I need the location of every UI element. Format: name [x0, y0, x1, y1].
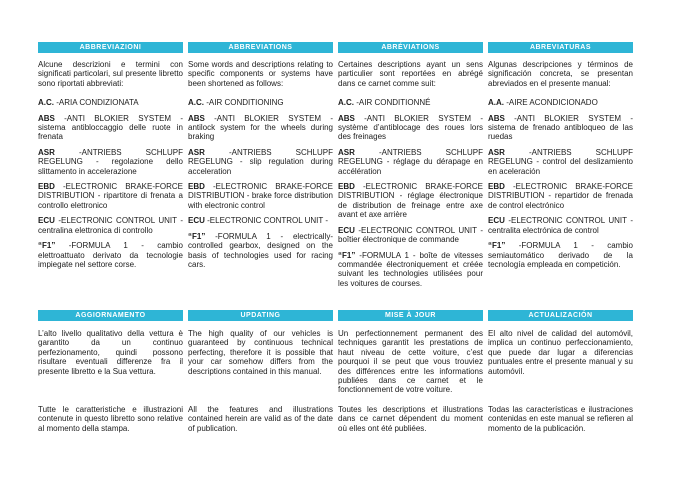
abbreviations-intro: Alcune descrizioni e termini con significati particolari, sul presente libretto sono riportati abbreviati: — [38, 60, 183, 88]
abbreviation-term: ABS — [488, 113, 505, 123]
abbreviation-entry — [188, 114, 333, 142]
abbreviation-term: A.A. — [488, 98, 504, 108]
abbreviation-entry — [488, 241, 633, 269]
abbreviation-entry — [338, 251, 483, 289]
abbreviations-intro: Algunas descripciones y términos de significación concreta, se presentan abreviados en el presente manual: — [488, 60, 633, 88]
section-title: ABREVIATURAS — [529, 44, 592, 51]
abbreviations-header — [188, 42, 333, 53]
abbreviation-term: EBD — [338, 182, 355, 192]
abbreviation-term: ABS — [188, 113, 205, 123]
column-english — [188, 42, 333, 433]
abbreviation-definition: -ANTRIEBS SCHLUPF REGELUNG - slip regulation during acceleration — [188, 147, 333, 176]
abbreviation-term: “F1” — [38, 241, 56, 251]
abbreviation-term: ASR — [488, 147, 505, 157]
section-title: ABBREVIATIONS — [228, 44, 293, 51]
abbreviation-entry — [38, 98, 183, 107]
abbreviation-entry — [38, 114, 183, 142]
updating-paragraph: Todas las características e ilustraciones contenidas en este manual se refieren al momento de la publicación. — [488, 405, 633, 433]
abbreviations-header — [338, 42, 483, 53]
abbreviations-section — [188, 53, 333, 310]
abbreviation-definition: -ANTI BLOKIER SYSTEM - système d’antiblocage des roues lors des freinages — [338, 113, 483, 142]
abbreviation-entry — [38, 182, 183, 210]
abbreviation-definition: -ANTI BLOKIER SYSTEM - sistema de frenado antibloqueo de las ruedas — [488, 113, 633, 142]
abbreviations-header — [488, 42, 633, 53]
updating-header — [188, 310, 333, 321]
abbreviation-term: A.C. — [338, 98, 354, 108]
abbreviation-definition: -ELECTRONIC BRAKE-FORCE DISTRIBUTION - repartidor de frenada de control electrónico — [488, 182, 633, 210]
abbreviations-section — [338, 53, 483, 310]
abbreviations-intro: Certaines descriptions ayant un sens particulier sont reportées en abrégé dans ce carnet comme suit: — [338, 60, 483, 88]
abbreviations-intro: Some words and descriptions relating to specific components or systems have been shortened as follows: — [188, 60, 333, 88]
abbreviation-entry — [188, 232, 333, 270]
updating-paragraph: Un perfectionnement permanent des techniques garantit les prestations de haut niveau de cette voiture, c’est pourquoi il se peut que vous trouviez des différences entre les informations publiées dans ce carnet et le fonctionnement de votre voiture. — [338, 329, 483, 395]
abbreviation-entry — [38, 241, 183, 269]
section-title: AGGIORNAMENTO — [75, 312, 146, 319]
abbreviation-entry — [338, 148, 483, 176]
updating-paragraph: The high quality of our vehicles is guaranteed by continuous technical perfecting, therefore it is possible that your car somehow differs from the descriptions contained in this manual. — [188, 329, 333, 376]
abbreviation-entry — [38, 216, 183, 235]
abbreviation-definition: -ELECTRONIC BRAKE-FORCE DISTRIBUTION - ripartitore di frenata a controllo elettronico — [38, 182, 183, 210]
updating-header — [488, 310, 633, 321]
updating-header — [38, 310, 183, 321]
abbreviation-entry — [488, 182, 633, 210]
column-french — [338, 42, 483, 433]
abbreviation-term: ASR — [188, 147, 205, 157]
abbreviation-definition: -AIR CONDITIONING — [206, 98, 284, 108]
abbreviation-definition: -ELECTRONIC BRAKE-FORCE DISTRIBUTION - réglage électronique de distribution de freinage entre axe avant et axe arrière — [338, 182, 483, 220]
abbreviation-definition: -AIRE ACONDICIONADO — [506, 98, 598, 108]
abbreviation-definition: -ELECTRONIC CONTROL UNIT - boîtier électronique de commande — [338, 225, 483, 245]
abbreviations-section — [38, 53, 183, 310]
updating-section — [488, 329, 633, 433]
column-italian — [38, 42, 183, 433]
updating-header — [338, 310, 483, 321]
abbreviation-definition: -ELECTRONIC BRAKE-FORCE DISTRIBUTION - brake force distribution with electronic control — [188, 182, 333, 210]
abbreviation-definition: -FORMULA 1 - electrically-controlled gearbox, designed on the basis of technologies used for racing cars. — [188, 231, 333, 269]
abbreviation-entry — [488, 148, 633, 176]
updating-paragraph: L’alto livello qualitativo della vettura è garantito da un continuo perfezionamento, quindi possono risultare eventuali differenze fra il presente libretto e la Sua vettura. — [38, 329, 183, 376]
updating-section — [188, 329, 333, 433]
abbreviation-term: ECU — [488, 216, 505, 226]
abbreviation-definition: -ANTRIEBS SCHLUPF REGELUNG - control del deslizamiento en aceleración — [488, 147, 633, 176]
abbreviation-term: ECU — [338, 225, 355, 235]
abbreviation-entry — [38, 148, 183, 176]
abbreviation-definition: -ANTI BLOKIER SYSTEM - sistema antibloccaggio delle ruote in frenata — [38, 113, 183, 142]
abbreviation-term: “F1” — [188, 231, 206, 241]
updating-section — [338, 329, 483, 433]
abbreviation-definition: -AIR CONDITIONNÉ — [356, 98, 431, 108]
abbreviation-term: ABS — [38, 113, 55, 123]
abbreviation-entry — [488, 216, 633, 235]
abbreviation-entry — [338, 226, 483, 245]
column-spanish — [488, 42, 633, 433]
abbreviation-term: EBD — [488, 182, 505, 192]
abbreviation-definition: -FORMULA 1 - cambio elettroattuato derivato da tecnologie impiegate nel settore corse. — [38, 241, 183, 269]
abbreviation-entry — [188, 182, 333, 210]
abbreviation-entry — [188, 216, 333, 225]
abbreviation-term: ASR — [338, 147, 355, 157]
updating-paragraph: Toutes les descriptions et illustrations dans ce carnet dépendent du moment où elles ont été publiées. — [338, 405, 483, 433]
abbreviation-definition: -FORMULA 1 - boîte de vitesses commandée électroniquement et créée suivant les technologies utilisées pour les voitures de courses. — [338, 250, 483, 288]
abbreviation-entry — [338, 182, 483, 220]
updating-paragraph: Tutte le caratteristiche e illustrazioni contenute in questo libretto sono relative al momento della stampa. — [38, 405, 183, 433]
abbreviation-entry — [338, 114, 483, 142]
abbreviation-term: EBD — [38, 182, 55, 192]
abbreviation-definition: -ANTI BLOKIER SYSTEM - antilock system for the wheels during braking — [188, 113, 333, 142]
abbreviation-entry — [488, 98, 633, 107]
abbreviation-term: A.C. — [38, 98, 54, 108]
abbreviations-header — [38, 42, 183, 53]
updating-paragraph: El alto nivel de calidad del automóvil, implica un continuo perfeccionamiento, que puede dar lugar a diferencias puntuales entre el presente manual y su automóvil. — [488, 329, 633, 376]
abbreviation-term: ABS — [338, 113, 355, 123]
abbreviation-term: ECU — [188, 216, 205, 226]
abbreviation-definition: -ANTRIEBS SCHLUPF REGELUNG - regolazione dello slittamento in accelerazione — [38, 147, 183, 176]
section-title: MISE À JOUR — [384, 312, 436, 319]
abbreviation-definition: -FORMULA 1 - cambio semiautomático derivado de la tecnología empleada en competición. — [488, 241, 633, 269]
abbreviation-entry — [488, 114, 633, 142]
updating-section — [38, 329, 183, 433]
abbreviation-entry — [338, 98, 483, 107]
section-title: ABBREVIAZIONI — [79, 44, 142, 51]
abbreviation-definition: -ELECTRONIC CONTROL UNIT - centralita electrónica de control — [488, 216, 633, 235]
columns-grid — [38, 42, 633, 433]
abbreviation-entry — [188, 148, 333, 176]
abbreviation-term: EBD — [188, 182, 205, 192]
section-title: UPDATING — [240, 312, 281, 319]
abbreviation-definition: -ELECTRONIC CONTROL UNIT - centralina elettronica di controllo — [38, 216, 183, 235]
abbreviation-term: “F1” — [488, 241, 506, 251]
abbreviation-definition: -ARIA CONDIZIONATA — [56, 98, 139, 108]
abbreviation-definition: -ELECTRONIC CONTROL UNIT - — [207, 216, 329, 226]
section-title: ABRÉVIATIONS — [381, 44, 440, 51]
abbreviation-term: “F1” — [338, 250, 356, 260]
updating-paragraph: All the features and illustrations contained herein are valid as of the date of publication. — [188, 405, 333, 433]
abbreviations-section — [488, 53, 633, 310]
abbreviation-entry — [188, 98, 333, 107]
abbreviation-definition: -ANTRIEBS SCHLUPF REGELUNG - réglage du dérapage en accélération — [338, 147, 483, 176]
section-title: ACTUALIZACIÓN — [528, 312, 593, 319]
abbreviation-term: A.C. — [188, 98, 204, 108]
abbreviation-term: ASR — [38, 147, 55, 157]
abbreviation-term: ECU — [38, 216, 55, 226]
